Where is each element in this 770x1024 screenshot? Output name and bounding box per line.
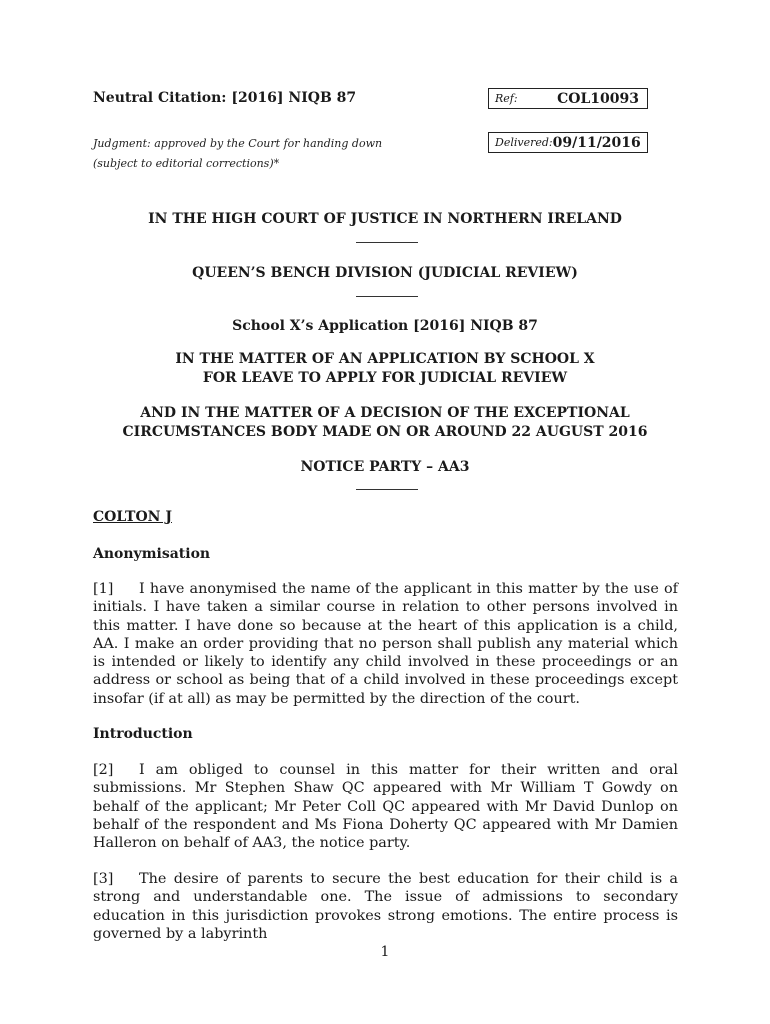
divider <box>356 489 418 490</box>
ref-box <box>488 88 648 109</box>
delivered-label: Delivered: <box>495 136 553 149</box>
court-name: IN THE HIGH COURT OF JUSTICE IN NORTHERN IRELAND <box>148 211 622 227</box>
delivered-box <box>488 132 648 153</box>
matter-application-line2: FOR LEAVE TO APPLY FOR JUDICIAL REVIEW <box>202 370 568 386</box>
paragraph-text: I have anonymised the name of the applicant in this matter by the use of initials. I have taken a similar course in relation to other persons involved in this matter. I have done so because at the heart of this application is a child, AA. I make an order providing that no person shall publish any material which is intended or likely to identify any child involved in these proceedings or an address or school as being that of a child involved in these proceedings except insofar (if at all) as may be permitted by the direction of the court. <box>93 581 678 707</box>
section-heading-anonymisation: Anonymisation <box>93 546 211 562</box>
judge-name: COLTON J <box>93 509 172 525</box>
page-number: 1 <box>380 944 390 960</box>
ref-label: Ref: <box>495 92 518 105</box>
paragraph-1 <box>93 580 678 708</box>
division-title: QUEEN’S BENCH DIVISION (JUDICIAL REVIEW) <box>192 265 578 281</box>
paragraph-text: The desire of parents to secure the best education for their child is a strong and understandable one. The issue of admissions to secondary education in this jurisdiction provokes strong emotions. The entire process is governed by a labyrinth <box>93 871 678 942</box>
matter-decision-line2: CIRCUMSTANCES BODY MADE ON OR AROUND 22 AUGUST 2016 <box>122 424 648 440</box>
paragraph-3 <box>93 870 678 943</box>
matter-application-line1: IN THE MATTER OF AN APPLICATION BY SCHOOL X <box>175 351 595 367</box>
paragraph-text: I am obliged to counsel in this matter for their written and oral submissions. Mr Stephen Shaw QC appeared with Mr William T Gowdy on behalf of the applicant; Mr Peter Coll QC appeared with Mr David Dunlop on behalf of the respondent and Ms Fiona Doherty QC appeared with Mr Damien Halleron on behalf of AA3, the notice party. <box>93 762 678 852</box>
delivered-value: 09/11/2016 <box>552 134 641 151</box>
notice-party: NOTICE PARTY – AA3 <box>300 459 470 475</box>
paragraph-number: [2] <box>93 762 114 778</box>
judgment-approval-line: Judgment: approved by the Court for handing down <box>93 137 383 150</box>
case-title: School X’s Application [2016] NIQB 87 <box>232 318 538 334</box>
paragraph-number: [3] <box>93 871 114 887</box>
paragraph-number: [1] <box>93 581 114 597</box>
editorial-corrections-note: (subject to editorial corrections)* <box>93 157 280 170</box>
paragraph-2 <box>93 761 678 852</box>
ref-value: COL10093 <box>557 90 639 107</box>
neutral-citation: Neutral Citation: [2016] NIQB 87 <box>93 90 357 106</box>
divider <box>356 296 418 297</box>
divider <box>356 242 418 243</box>
section-heading-introduction: Introduction <box>93 726 193 742</box>
matter-decision-line1: AND IN THE MATTER OF A DECISION OF THE EXCEPTIONAL <box>140 405 630 421</box>
